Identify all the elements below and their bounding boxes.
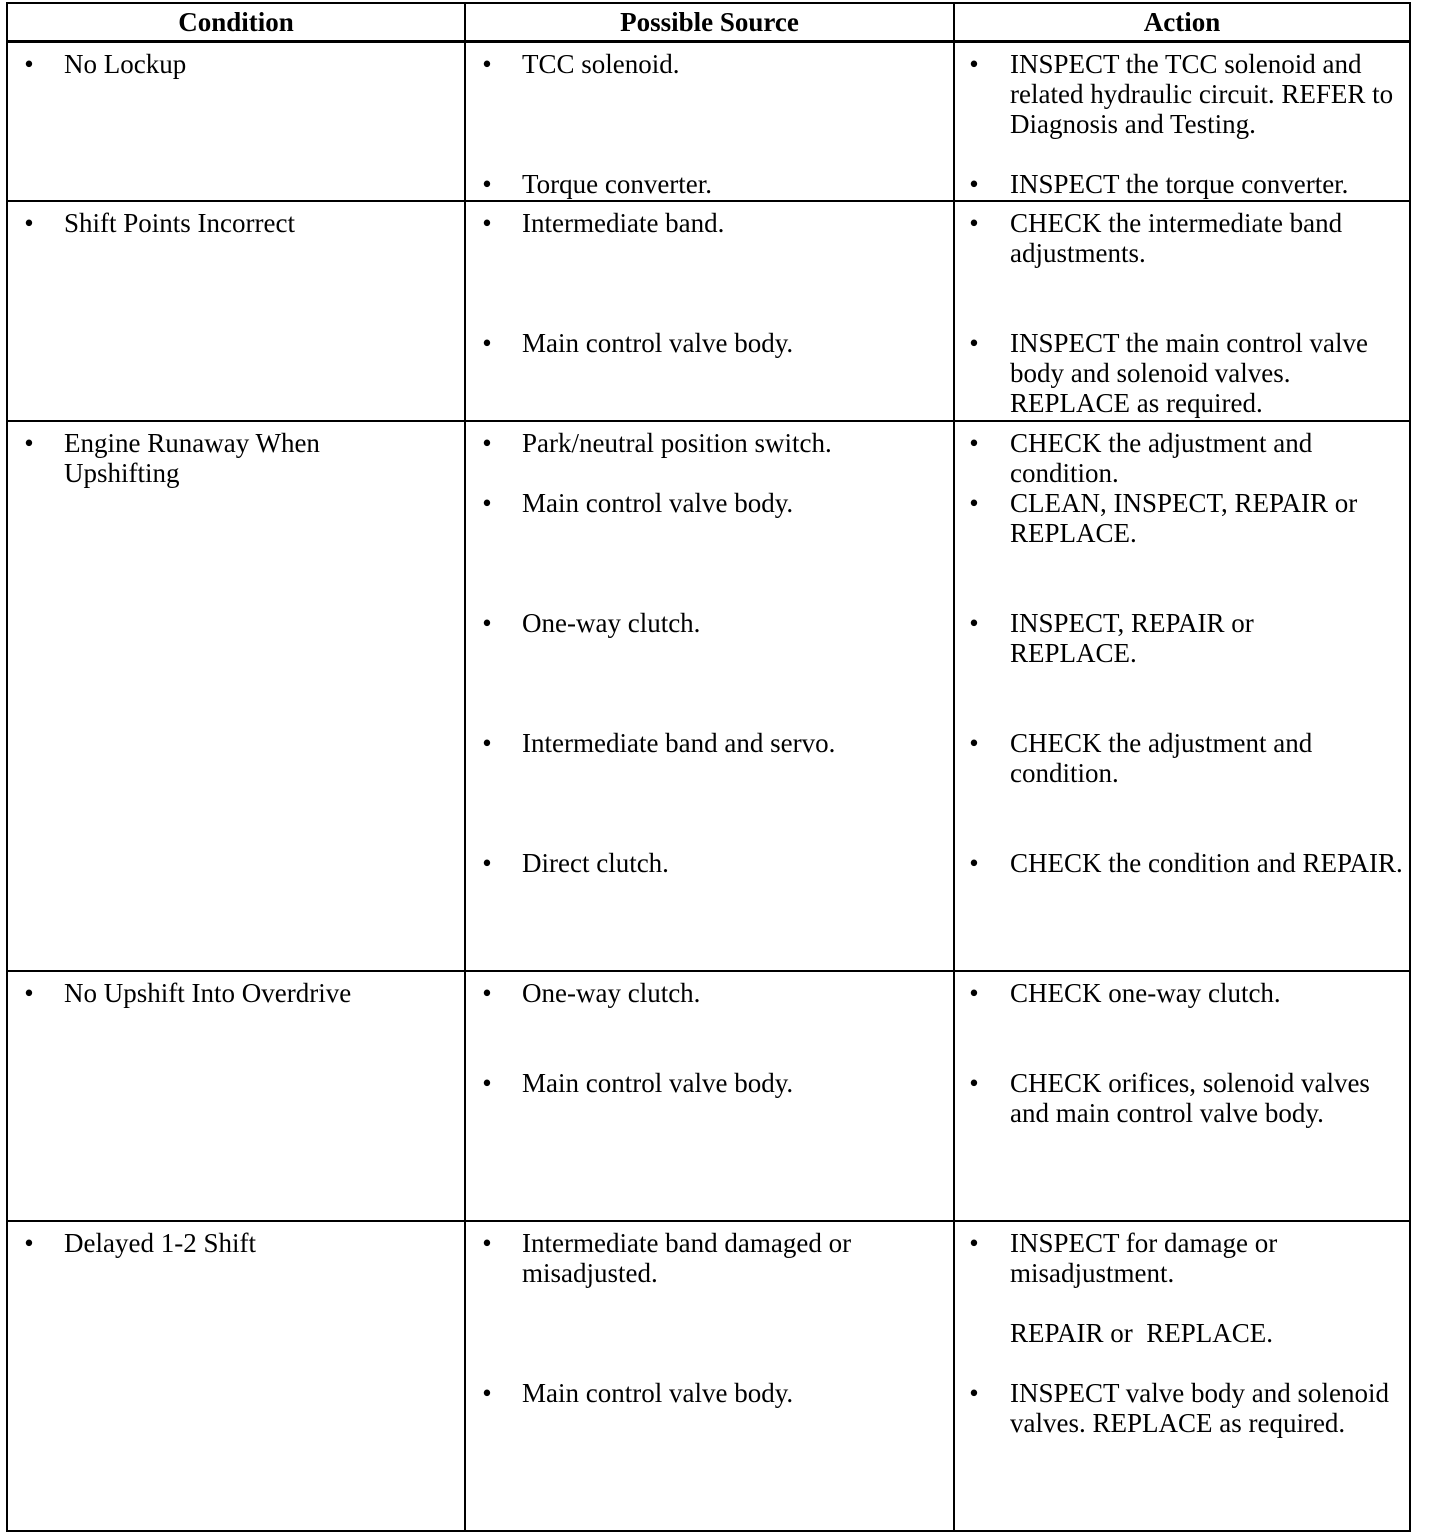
action-cell — [954, 1221, 1410, 1531]
action-text: CHECK the intermediate band adjustments. — [1010, 207, 1343, 268]
source-cell — [465, 421, 954, 971]
action-item — [955, 1318, 1405, 1348]
action-item — [955, 848, 1405, 878]
bullet-icon: • — [969, 1377, 979, 1408]
action-text: INSPECT valve body and solenoid valves. REPLACE as required. — [1010, 1377, 1389, 1438]
action-item — [955, 1068, 1405, 1128]
action-text: CHECK the adjustment and condition. — [1010, 427, 1313, 488]
source-item — [466, 208, 949, 238]
bullet-icon: • — [969, 427, 979, 458]
header-possible-source: Possible Source — [465, 3, 954, 42]
source-item — [466, 728, 949, 758]
condition-item — [8, 49, 460, 79]
header-condition: Condition — [7, 3, 465, 42]
source-cell — [465, 42, 954, 201]
bullet-icon: • — [969, 487, 979, 518]
action-item — [955, 488, 1405, 548]
table-row — [7, 421, 1410, 971]
bullet-icon: • — [969, 977, 979, 1008]
source-text: Main control valve body. — [522, 1067, 794, 1098]
header-row — [7, 3, 1410, 42]
bullet-icon: • — [24, 427, 34, 458]
bullet-icon: • — [969, 169, 979, 199]
source-item — [466, 428, 949, 458]
bullet-icon: • — [969, 1227, 979, 1258]
source-item — [466, 1378, 949, 1408]
action-cell — [954, 42, 1410, 201]
source-text: TCC solenoid. — [522, 49, 680, 79]
condition-item — [8, 208, 460, 238]
source-text: Park/neutral position switch. — [522, 427, 832, 458]
action-text: CHECK the adjustment and condition. — [1010, 727, 1313, 788]
source-item — [466, 608, 949, 638]
source-text: Torque converter. — [522, 169, 713, 199]
condition-cell — [7, 42, 465, 201]
action-text: CHECK the condition and REPAIR. — [1010, 847, 1403, 878]
source-item — [466, 978, 949, 1008]
condition-cell — [7, 421, 465, 971]
action-text: INSPECT the torque converter. — [1010, 169, 1349, 199]
bullet-icon: • — [482, 607, 492, 638]
source-cell — [465, 1221, 954, 1531]
bullet-icon: • — [969, 847, 979, 878]
source-item — [466, 169, 949, 199]
action-item — [955, 608, 1405, 668]
condition-item — [8, 428, 460, 488]
source-cell — [465, 201, 954, 421]
condition-text: No Lockup — [64, 49, 187, 79]
action-item — [955, 169, 1405, 199]
condition-text: Shift Points Incorrect — [64, 207, 295, 238]
condition-text: Engine Runaway When Upshifting — [64, 427, 320, 488]
condition-item — [8, 1228, 460, 1258]
bullet-icon: • — [969, 1067, 979, 1098]
action-item — [955, 1378, 1405, 1438]
bullet-icon: • — [482, 977, 492, 1008]
source-text: Intermediate band and servo. — [522, 727, 836, 758]
source-text: Intermediate band. — [522, 207, 725, 238]
bullet-icon: • — [969, 207, 979, 238]
table-row — [7, 971, 1410, 1221]
source-item — [466, 848, 949, 878]
header-action: Action — [954, 3, 1410, 42]
action-cell — [954, 421, 1410, 971]
bullet-icon: • — [969, 727, 979, 758]
condition-cell — [7, 971, 465, 1221]
source-text: Main control valve body. — [522, 487, 794, 518]
action-item — [955, 1228, 1405, 1288]
condition-item — [8, 978, 460, 1008]
source-text: One-way clutch. — [522, 977, 701, 1008]
action-text: INSPECT the main control valve body and solenoid valves. REPLACE as required. — [1010, 327, 1368, 418]
action-cell — [954, 971, 1410, 1221]
bullet-icon: • — [969, 327, 979, 358]
diagnosis-table — [6, 2, 1411, 1532]
action-text: INSPECT for damage or misadjustment. — [1010, 1227, 1278, 1288]
action-item — [955, 728, 1405, 788]
bullet-icon: • — [482, 1377, 492, 1408]
bullet-icon: • — [482, 327, 492, 358]
bullet-icon: • — [482, 207, 492, 238]
bullet-icon: • — [969, 49, 979, 79]
source-item — [466, 1228, 949, 1288]
action-cell — [954, 201, 1410, 421]
action-text: INSPECT the TCC solenoid and related hydraulic circuit. REFER to Diagnosis and Testing. — [1010, 49, 1394, 139]
bullet-icon: • — [482, 487, 492, 518]
bullet-icon: • — [482, 1067, 492, 1098]
source-item — [466, 488, 949, 518]
condition-text: No Upshift Into Overdrive — [64, 977, 352, 1008]
action-text: INSPECT, REPAIR or REPLACE. — [1010, 607, 1254, 668]
table-row — [7, 1221, 1410, 1531]
action-text: REPAIR or REPLACE. — [1010, 1317, 1274, 1348]
source-item — [466, 328, 949, 358]
source-text: Main control valve body. — [522, 1377, 794, 1408]
bullet-icon: • — [969, 607, 979, 638]
action-text: CHECK orifices, solenoid valves and main control valve body. — [1010, 1067, 1370, 1128]
bullet-icon: • — [24, 207, 34, 238]
source-text: Intermediate band damaged or misadjusted. — [522, 1227, 852, 1288]
source-text: One-way clutch. — [522, 607, 701, 638]
action-item — [955, 978, 1405, 1008]
bullet-icon: • — [482, 49, 492, 79]
action-item — [955, 49, 1405, 139]
action-text: CHECK one-way clutch. — [1010, 977, 1281, 1008]
source-item — [466, 1068, 949, 1098]
action-item — [955, 428, 1405, 488]
action-item — [955, 328, 1405, 418]
table-row — [7, 42, 1410, 201]
source-cell — [465, 971, 954, 1221]
bullet-icon: • — [24, 49, 34, 79]
source-item — [466, 49, 949, 79]
action-item — [955, 208, 1405, 268]
bullet-icon: • — [482, 169, 492, 199]
bullet-icon: • — [482, 847, 492, 878]
source-text: Main control valve body. — [522, 327, 794, 358]
condition-cell — [7, 201, 465, 421]
bullet-icon: • — [482, 727, 492, 758]
bullet-icon: • — [24, 977, 34, 1008]
bullet-icon: • — [24, 1227, 34, 1258]
bullet-icon: • — [482, 427, 492, 458]
bullet-icon: • — [482, 1227, 492, 1258]
condition-text: Delayed 1-2 Shift — [64, 1227, 256, 1258]
source-text: Direct clutch. — [522, 847, 669, 878]
table-row — [7, 201, 1410, 421]
condition-cell — [7, 1221, 465, 1531]
action-text: CLEAN, INSPECT, REPAIR or REPLACE. — [1010, 487, 1358, 548]
